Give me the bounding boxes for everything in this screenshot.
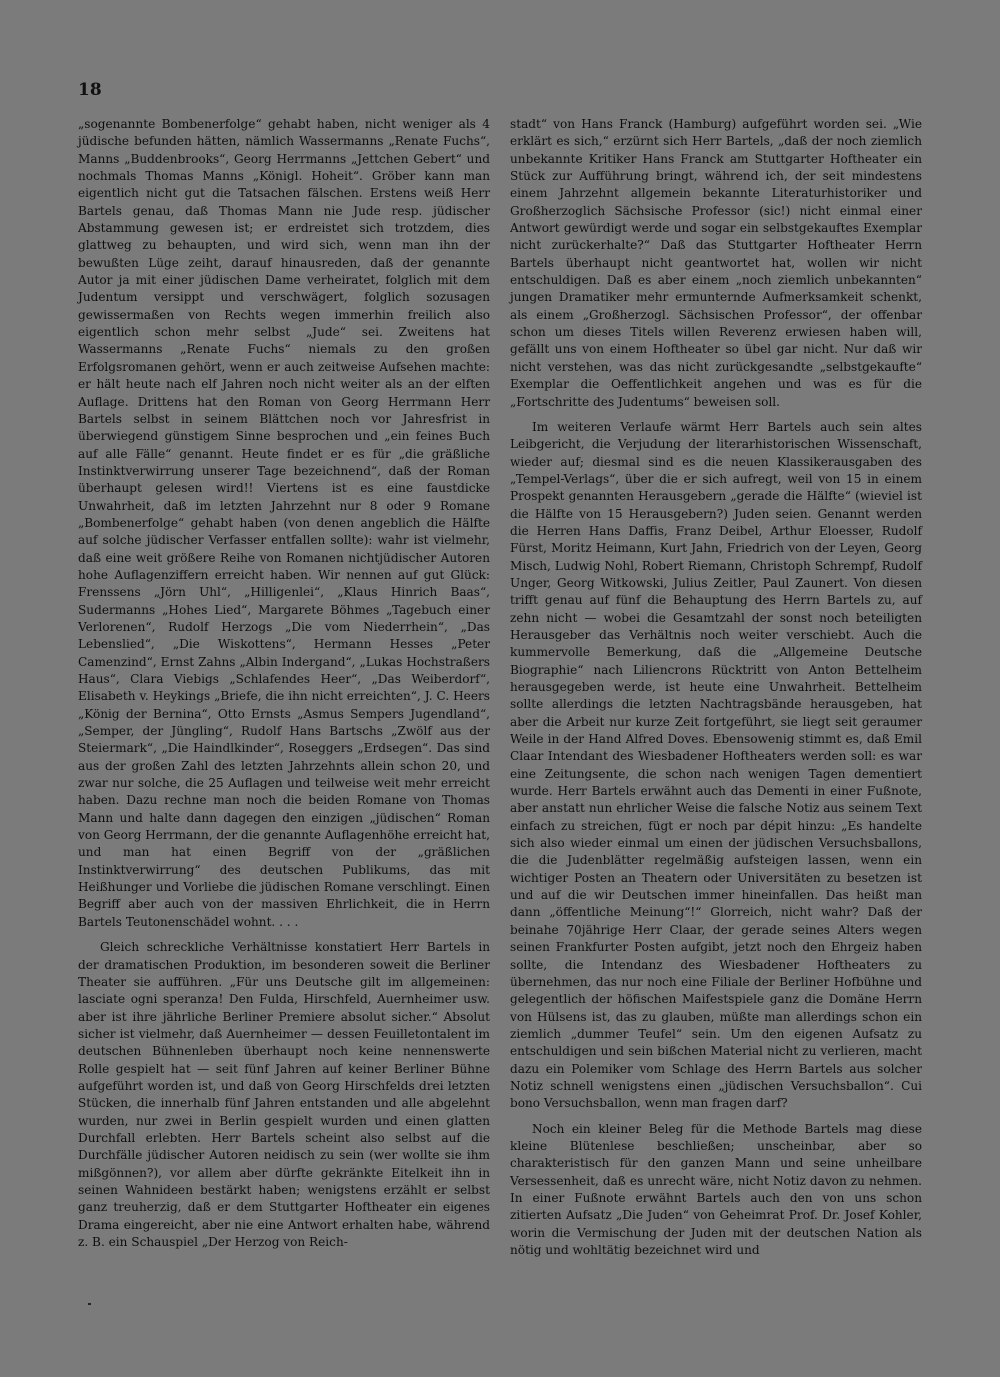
left-column <box>78 116 490 1251</box>
left-paragraph-1: „sogenannte Bombenerfolge“ gehabt haben, nicht weniger als 4 jüdische befunden hätten, nämlich Wassermanns „Renate Fuchs“, Manns „Buddenbrooks“, Georg Herrmanns „Jettchen Gebert“ und nochmals Thomas Manns „Königl. Hoheit“. Gröber kann man eigentlich nicht gut die Tatsachen fälschen. Erstens weiß Herr Bartels genau, daß Thomas Mann nie Jude resp. jüdischer Abstammung gewesen ist; er erdreistet sich trotzdem, dies glattweg zu behaupten, und wird sich, wenn man ihn der bewußten Lüge zeiht, darauf hinausreden, daß der genannte Autor ja mit einer jüdischen Dame verheiratet, folglich mit dem Judentum versippt und verschwägert, folglich sozusagen gewissermaßen von Rechts wegen immerhin freilich also eigentlich schon mehr selbst „Jude“ sei. Zweitens hat Wassermanns „Renate Fuchs“ niemals zu den großen Erfolgsromanen gehört, wenn er auch zeitweise Aufsehen machte: er hält heute nach elf Jahren noch nicht weiter als an der elften Auflage. Drittens hat den Roman von Georg Herrmann Herr Bartels selbst in seinem Blättchen noch vor Jahresfrist in überwiegend günstigem Sinne besprochen und „ein feines Buch auf alle Fälle“ genannt. Heute findet er es für „die gräßliche Instinktverwirrung unserer Tage bezeichnend“, daß der Roman überhaupt gelesen wird!! Viertens ist es eine faustdicke Unwahrheit, daß im letzten Jahrzehnt nur 8 oder 9 Romane „Bombenerfolge“ gehabt haben (von denen angeblich die Hälfte auf solche jüdischer Verfasser entfallen sollte): wahr ist vielmehr, daß eine weit größere Reihe von Romanen nichtjüdischer Autoren hohe Auflagenziffern erreicht haben. Wir nennen auf gut Glück: Frenssens „Jörn Uhl“, „Hilligenlei“, „Klaus Hinrich Baas“, Sudermanns „Hohes Lied“, Margarete Böhmes „Tagebuch einer Verlorenen“, Rudolf Herzogs „Die vom Niederrhein“, „Das Lebenslied“, „Die Wiskottens“, Hermann Hesses „Peter Camenzind“, Ernst Zahns „Albin Indergand“, „Lukas Hochstraßers Haus“, Clara Viebigs „Schlafendes Heer“, „Das Weiberdorf“, Elisabeth v. Heykings „Briefe, die ihn nicht erreichten“, J. C. Heers „König der Bernina“, Otto Ernsts „Asmus Sempers Jugendland“, „Semper, der Jüngling“, Rudolf Hans Bartschs „Zwölf aus der Steiermark“, „Die Haindlkinder“, Roseggers „Erdsegen“. Das sind aus der großen Zahl des letzten Jahrzehnts allein schon 20, und zwar nur solche, die 25 Auflagen und teilweise weit mehr erreicht haben. Dazu rechne man noch die beiden Romane von Thomas Mann und halte dann dagegen den einzigen „jüdischen“ Roman von Georg Herrmann, der die genannte Auflagenhöhe erreicht hat, und man hat einen Begriff von der „gräßlichen Instinktverwirrung“ des deutschen Publikums, das mit Heißhunger und Vorliebe die jüdischen Romane verschlingt. Einen Begriff aber auch von der massiven Ehrlichkeit, die in Herrn Bartels Teutonenschädel wohnt. . . . <box>78 117 490 929</box>
page-number: 18 <box>78 80 102 100</box>
right-paragraph-2: Im weiteren Verlaufe wärmt Herr Bartels auch sein altes Leibgericht, die Verjudung der literarhistorischen Wissenschaft, wieder auf; diesmal sind es die neuen Klassikerausgaben des „Tempel-Verlags“, über die er sich aufregt, weil von 15 in einem Prospekt genannten Herausgebern „gerade die Hälfte“ (wieviel ist die Hälfte von 15 Herausgebern?) Juden seien. Genannt werden die Herren Hans Daffis, Franz Deibel, Arthur Eloesser, Rudolf Fürst, Moritz Heimann, Kurt Jahn, Friedrich von der Leyen, Georg Misch, Ludwig Nohl, Robert Riemann, Christoph Schrempf, Rudolf Unger, Georg Witkowski, Julius Zeitler, Paul Zaunert. Von diesen trifft genau auf fünf die Behauptung des Herrn Bartels zu, auf zehn nicht — wobei die Gesamtzahl der sonst noch beteiligten Herausgeber das Verhältnis noch weiter verschiebt. Auch die kummervolle Bemerkung, daß die „Allgemeine Deutsche Biographie“ nach Liliencrons Rücktritt von Anton Bettelheim herausgegeben werde, ist heute eine Unwahrheit. Bettelheim sollte allerdings die letzten Nachtragsbände herausgeben, hat aber die Arbeit nur kurze Zeit fortgeführt, sie liegt seit geraumer Weile in der Hand Alfred Doves. Ebensowenig stimmt es, daß Emil Claar Intendant des Wiesbadener Hoftheaters werden soll: es war eine Zeitungsente, die schon nach wenigen Tagen dementiert wurde. Herr Bartels erwähnt auch das Dementi in einer Fußnote, aber anstatt nun ehrlicher Weise die falsche Notiz aus seinem Text einfach zu streichen, fügt er noch par dépit hinzu: „Es handelte sich also wieder einmal um einen der jüdischen Versuchsballons, die die Judenblätter regelmäßig aufsteigen lassen, wenn ein wichtiger Posten an Theatern oder Universitäten zu besetzen ist und auf die wir Deutschen immer hineinfallen. Das heißt man dann „öffentliche Meinung“!“ Glorreich, nicht wahr? Daß der beinahe 70jährige Herr Claar, der gerade seines Alters wegen seinen Frankfurter Posten aufgibt, jetzt noch den Ehrgeiz haben sollte, die Intendanz des Wiesbadener Hoftheaters zu übernehmen, das nur noch eine Filiale der Berliner Hofbühne und gelegentlich der höfischen Maifestspiele ganz die Domäne Herrn von Hülsens ist, das zu glauben, müßte man allerdings schon ein ziemlich „dummer Teufel“ sein. Um den eigenen Aufsatz zu entschuldigen und sein bißchen Material nicht zu verlieren, macht dazu ein Polemiker vom Schlage des Herrn Bartels aus solcher Notiz schnell wenigstens einen „jüdischen Versuchsballon“. Cui bono Versuchsballon, wenn man fragen darf? <box>510 419 922 1111</box>
scan-artifact <box>88 1303 91 1305</box>
left-paragraph-2: Gleich schreckliche Verhältnisse konstatiert Herr Bartels in der dramatischen Produktion, im besonderen soweit die Berliner Theater sie aufführen. „Für uns Deutsche gilt im allgemeinen: lasciate ogni speranza! Den Fulda, Hirschfeld, Auernheimer usw. aber ist ihre jährliche Berliner Premiere absolut sicher.“ Absolut sicher ist vielmehr, daß Auernheimer — dessen Feuilletontalent im deutschen Bühnenleben überhaupt noch keine nennenswerte Rolle gespielt hat — seit fünf Jahren auf keiner Berliner Bühne aufgeführt worden ist, und daß von Georg Hirschfelds drei letzten Stücken, die innerhalb fünf Jahren entstanden und alle abgelehnt wurden, nur zwei in Berlin gespielt wurden und einen glatten Durchfall erlebten. Herr Bartels scheint also selbst auf die Durchfälle jüdischer Autoren neidisch zu sein (wer wollte sie ihm mißgönnen?), vor allem aber dürfte gekränkte Eitelkeit ihn in seinen Wahnideen bestärkt haben; wenigstens erzählt er selbst ganz treuherzig, daß er dem Stuttgarter Hoftheater ein eigenes Drama eingereicht, aber nie eine Antwort erhalten habe, während z. B. ein Schauspiel „Der Herzog von Reich- <box>78 940 490 1249</box>
right-column <box>510 116 922 1259</box>
right-paragraph-3: Noch ein kleiner Beleg für die Methode Bartels mag diese kleine Blütenlese beschließen; unscheinbar, aber so charakteristisch für den ganzen Mann und seine unheilbare Versessenheit, daß es unrecht wäre, nicht Notiz davon zu nehmen. In einer Fußnote erwähnt Bartels auch den von uns schon zitierten Aufsatz „Die Juden“ von Geheimrat Prof. Dr. Josef Kohler, worin die Vermischung der Juden mit der deutschen Nation als nötig und wohltätig bezeichnet wird und <box>510 1121 922 1257</box>
right-paragraph-1: stadt“ von Hans Franck (Hamburg) aufgeführt worden sei. „Wie erklärt es sich,“ erzürnt sich Herr Bartels, „daß der noch ziemlich unbekannte Kritiker Hans Franck am Stuttgarter Hoftheater ein Stück zur Aufführung bringt, während ich, der seit mindestens einem Jahrzehnt allgemein bekannte Literaturhistoriker und Großherzoglich Sächsische Professor (sic!) nicht einmal einer Antwort gewürdigt werde und sogar ein selbstgekauftes Exemplar nicht zurückerhalte?“ Daß das Stuttgarter Hoftheater Herrn Bartels überhaupt nicht geantwortet hat, wollen wir nicht entschuldigen. Daß es aber einem „noch ziemlich unbekannten“ jungen Dramatiker mehr ermunternde Aufmerksamkeit schenkt, als einem „Großherzogl. Sächsischen Professor“, der offenbar schon um dieses Titels willen Reverenz erwiesen haben will, gefällt uns von einem Hoftheater so übel gar nicht. Nur daß wir nicht verstehen, was das nicht zurückgesandte „selbstgekaufte“ Exemplar die Oeffentlichkeit angehen und was es für die „Fortschritte des Judentums“ beweisen soll. <box>510 117 922 409</box>
